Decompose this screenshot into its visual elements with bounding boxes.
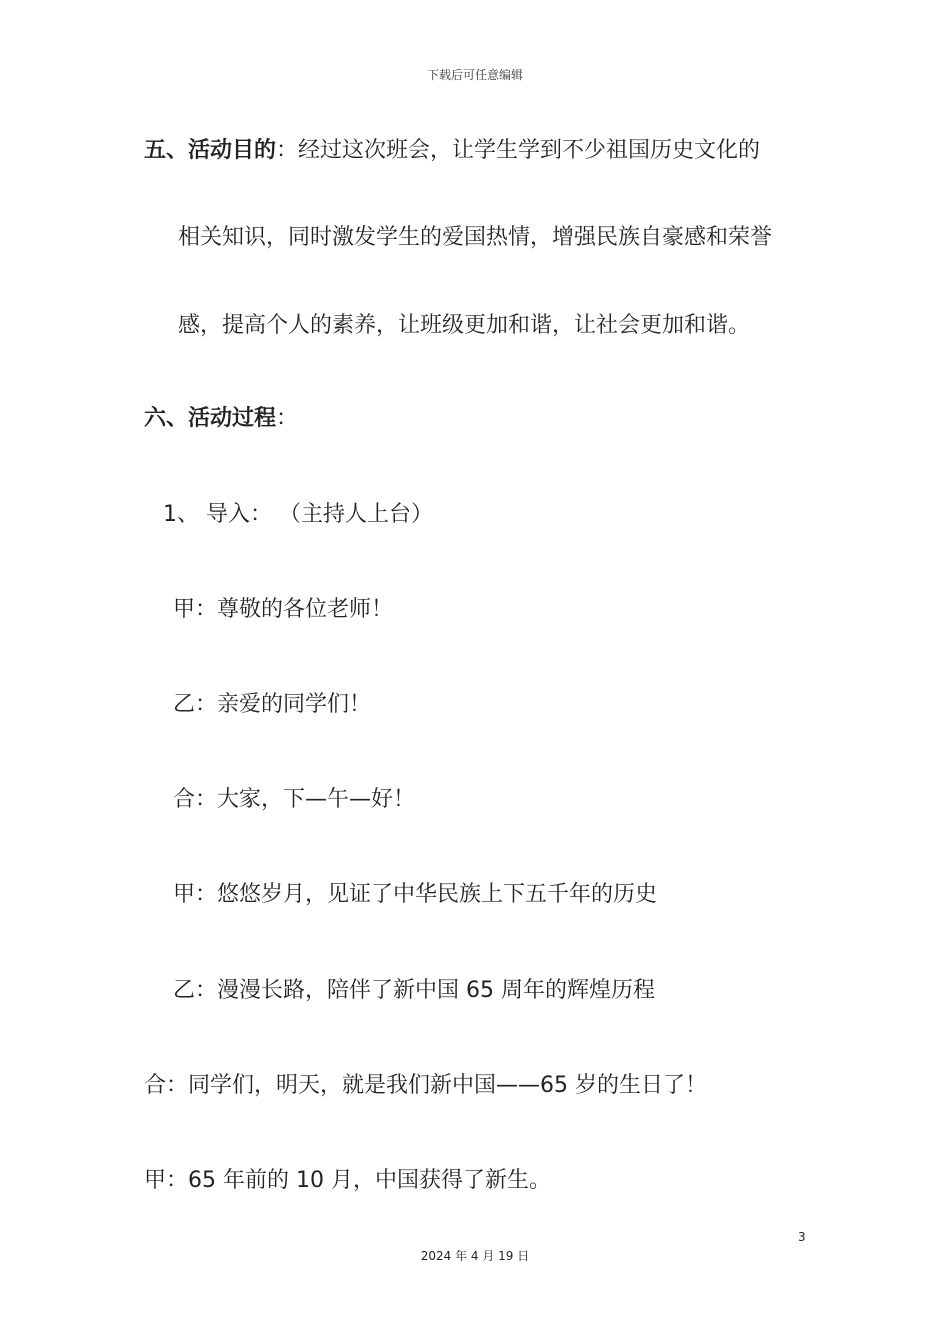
dialogue-line: 甲：65 年前的 10 月，中国获得了新生。 (144, 1168, 551, 1193)
section5-text-line2: 相关知识，同时激发学生的爱国热情，增强民族自豪感和荣誉 (178, 225, 773, 250)
dialogue-line: 甲：悠悠岁月，见证了中华民族上下五千年的历史 (173, 882, 658, 907)
dialogue-line: 乙：漫漫长路，陪伴了新中国 65 周年的辉煌历程 (173, 978, 655, 1003)
section5-text-line3: 感，提高个人的素养，让班级更加和谐，让社会更加和谐。 (178, 313, 751, 338)
section6-heading: 六、活动过程 (144, 406, 277, 431)
section5-heading: 五、活动目的 (144, 138, 277, 163)
header-note: 下载后可任意编辑 (426, 68, 523, 82)
section5-text-line1: ：经过这次班会，让学生学到不少祖国历史文化的 (276, 138, 761, 163)
page-number: 3 (798, 1230, 806, 1244)
section6-colon: ： (276, 406, 299, 431)
step1-intro: 1、 导入： （主持人上台） (163, 502, 433, 527)
dialogue-line: 合：同学们，明天，就是我们新中国——65 岁的生日了！ (144, 1073, 707, 1098)
footer-date: 2024 年 4 月 19 日 (420, 1249, 530, 1263)
dialogue-line: 甲：尊敬的各位老师！ (173, 597, 394, 622)
dialogue-line: 合：大家，下—午—好！ (173, 787, 416, 812)
dialogue-line: 乙：亲爱的同学们！ (173, 692, 372, 717)
section5-line1 (144, 137, 760, 165)
section6-line (144, 405, 298, 433)
